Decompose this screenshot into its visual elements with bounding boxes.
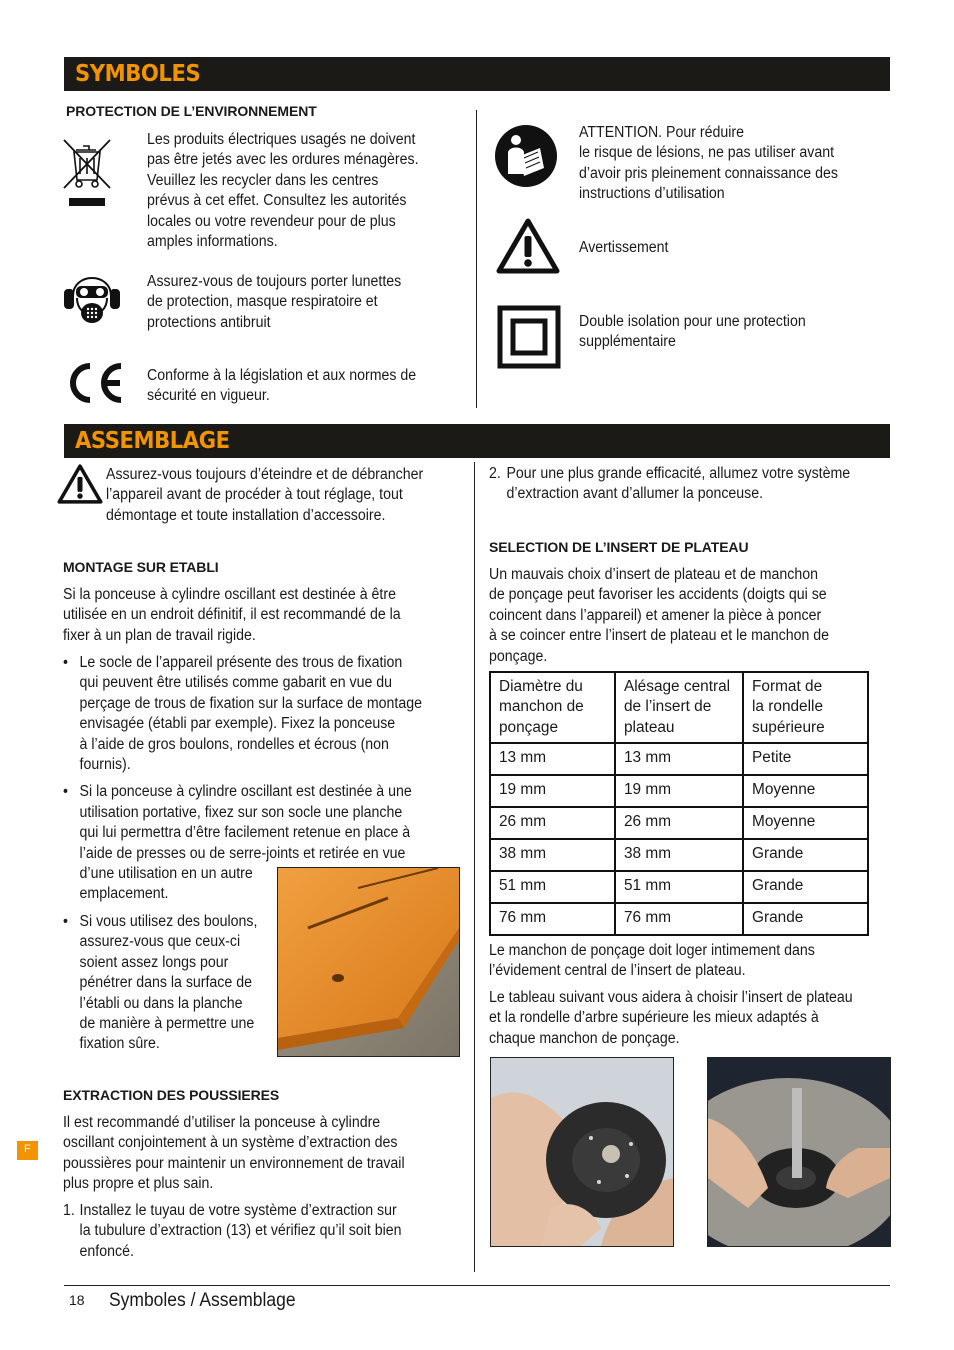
insert-in-hand-photo: [490, 1057, 674, 1247]
bullet-portable-use: • Si la ponceuse à cylindre oscillant est destinée à une utilisation portative, fixez sur son socle une planche qui lui permettra d’être facilement retenue en place à l’aide de presses ou de serre-joints et retirée en vue d’une utilisation en un autre emplacement.: [63, 782, 422, 904]
assembly-column-divider: [474, 462, 475, 1272]
double-insulation-icon: [497, 305, 561, 369]
bench-intro: Si la ponceuse à cylindre oscillant est destinée à être utilisée en un endroit définitif, il est recommandé de la fixer à un plan de travail rigide.: [63, 586, 401, 644]
env-heading: PROTECTION DE L’ENVIRONNEMENT: [66, 103, 317, 119]
table-cell: 38 mm: [490, 839, 615, 871]
weee-bin-icon: [60, 136, 114, 208]
sander-base-photo: [277, 867, 460, 1057]
table-row: [490, 743, 868, 775]
bench-heading: MONTAGE SUR ETABLI: [63, 559, 219, 575]
footer-rule: [64, 1285, 890, 1286]
after-table-text-1: Le manchon de ponçage doit loger intimement dans l’évidement central de l’insert de plateau.: [489, 942, 815, 980]
table-cell: 19 mm: [615, 775, 743, 807]
table-header-cell: Format de la rondelle supérieure: [743, 672, 868, 743]
manual-text: ATTENTION. Pour réduire le risque de lésions, ne pas utiliser avant d’avoir pris pleinement connaissance des instructions d’utilisation: [579, 124, 838, 203]
bullet-bolts: • Si vous utilisez des boulons, assurez-vous que ceux-ci soient assez longs pour pénétrer dans la surface de l’établi ou dans la planche de manière à permettre une fixation sûre.: [63, 912, 422, 1055]
table-cell: 13 mm: [615, 743, 743, 775]
bullet-mounting-holes: • Le socle de l’appareil présente des trous de fixation qui peuvent être utilisés comme gabarit en vue du perçage de trous de fixation sur la surface de montage envisagée (établi par exemple). Fixez la ponceuse à l’aide de gros boulons, rondelles et écrous (non fournis).: [63, 653, 422, 775]
table-cell: 51 mm: [490, 871, 615, 903]
assembly-warning-text: Assurez-vous toujours d’éteindre et de débrancher l’appareil avant de procéder à tout réglage, tout démontage et toute installation d’accessoire.: [106, 466, 424, 524]
page-number: 18: [69, 1292, 85, 1308]
table-row: [490, 903, 868, 935]
ce-mark-icon: [66, 360, 126, 406]
section-bar-symboles: [64, 57, 890, 91]
dust-intro: Il est recommandé d’utiliser la ponceuse à cylindre oscillant conjointement à un système d’extraction des poussières pour maintenir un environnement de travail plus propre et plus sain.: [63, 1114, 405, 1193]
read-manual-icon: [494, 122, 558, 190]
table-cell: 38 mm: [615, 839, 743, 871]
table-cell: Petite: [743, 743, 868, 775]
table-cell: 76 mm: [615, 903, 743, 935]
assembly-warning-icon: [57, 464, 103, 504]
insert-intro: Un mauvais choix d’insert de plateau et de manchon de ponçage peut favoriser les accidents (doigts qui se coincent dans l’appareil) et amener la pièce à poncer à se coincer entre l’insert de plateau et le manchon de ponçage.: [489, 566, 830, 665]
table-cell: Grande: [743, 871, 868, 903]
double-insulation-text: Double isolation pour une protection supplémentaire: [579, 313, 806, 351]
table-cell: 51 mm: [615, 871, 743, 903]
column-divider: [476, 110, 477, 408]
table-header-cell: Alésage central de l’insert de plateau: [615, 672, 743, 743]
table-cell: Moyenne: [743, 775, 868, 807]
section-title-assemblage: ASSEMBLAGE: [75, 428, 230, 454]
table-cell: 76 mm: [490, 903, 615, 935]
dust-heading: EXTRACTION DES POUSSIERES: [63, 1087, 280, 1103]
weee-text: Les produits électriques usagés ne doivent pas être jetés avec les ordures ménagères. Veuillez les recycler dans les centres prévus à cet effet. Consultez les autorités locales ou votre revendeur pour de plus amples informations.: [147, 131, 419, 251]
insert-selection-table: [489, 671, 869, 936]
table-cell: 13 mm: [490, 743, 615, 775]
table-header-row: [490, 672, 868, 743]
table-header-cell: Diamètre du manchon de ponçage: [490, 672, 615, 743]
step-2: 2. Pour une plus grande efficacité, allumez votre système d’extraction avant d’allumer la ponceuse.: [489, 465, 851, 503]
table-cell: 19 mm: [490, 775, 615, 807]
warning-text: Avertissement: [579, 239, 669, 256]
warning-triangle-icon: [496, 218, 560, 274]
table-cell: Grande: [743, 903, 868, 935]
insert-on-table-photo: [707, 1057, 891, 1247]
table-cell: Grande: [743, 839, 868, 871]
ppe-text: Assurez-vous de toujours porter lunettes de protection, masque respiratoire et protections antibruit: [147, 273, 402, 331]
ppe-goggles-mask-icon: [63, 266, 121, 330]
table-row: [490, 775, 868, 807]
insert-heading: SELECTION DE L’INSERT DE PLATEAU: [489, 539, 749, 555]
section-bar-assemblage: [64, 424, 890, 458]
table-cell: 26 mm: [615, 807, 743, 839]
table-row: [490, 839, 868, 871]
step-1: 1. Installez le tuyau de votre système d’extraction sur la tubulure d’extraction (13) et vérifiez qu’il soit bien enfoncé.: [63, 1202, 402, 1260]
ce-text: Conforme à la législation et aux normes de sécurité en vigueur.: [147, 367, 417, 405]
table-cell: 26 mm: [490, 807, 615, 839]
table-cell: Moyenne: [743, 807, 868, 839]
after-table-text-2: Le tableau suivant vous aidera à choisir l’insert de plateau et la rondelle d’arbre supérieure les mieux adaptés à chaque manchon de ponçage.: [489, 989, 853, 1047]
table-row: [490, 807, 868, 839]
footer-title: Symboles / Assemblage: [109, 1290, 296, 1311]
section-title-symboles: SYMBOLES: [75, 61, 201, 87]
table-row: [490, 871, 868, 903]
language-tab: F: [17, 1141, 38, 1160]
